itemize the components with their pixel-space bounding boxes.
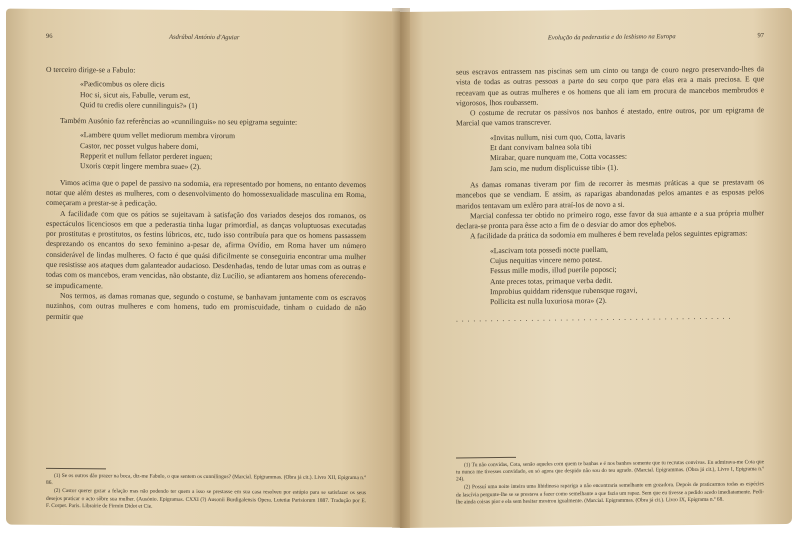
verse-line: Cujus nequitias vincere nemo potest. [490, 254, 602, 266]
left-footnotes [46, 468, 366, 513]
verse-line: Jam scio, me nudum displicuisse tibi» (1). [490, 162, 619, 173]
paragraph: O costume de recrutar os passivos nos banhos é atestado, entre outros, por um epigrama de Marcial que vamos transcrever. [456, 105, 764, 128]
book-gutter [392, 8, 410, 528]
verse-line: Et dant convivam balnea sola tibi [490, 142, 592, 153]
running-head: Asdrúbal António d'Aguiar [169, 33, 240, 42]
latin-verse [490, 130, 764, 174]
verse-line: Quid tu credis olere cunnilinguis?» (1) [80, 100, 198, 110]
page-number: 97 [757, 32, 764, 40]
verse-line: Pollicita est nulla luxuriosa mora» (2). [490, 296, 607, 307]
right-page [400, 8, 792, 528]
footnote: (1) Se os outros dão prazer na boca, diz-me Fabulo, o que sentem os cunnilingus? (Marcial. Epigrammas. (Obra já cit.). Livro XII, Epigrama n.º 86. [46, 472, 366, 487]
paragraph: O terceiro dirige-se a Fabulo: [46, 64, 136, 75]
left-page-body [46, 65, 366, 324]
verse-line: Fessus mille modis, illud puerile poposci; [490, 265, 617, 276]
left-page-header [46, 33, 366, 42]
paragraph: A facilidade da prática da sodomia em mulheres é bem revelada pelos seguintes epigramas: [470, 228, 748, 241]
footnote: (1) Tu não convidas, Cota, senão aqueles com quem te banhas e é nos banhos somente que tu recrutas convivas. Eu admirava-me Cota que tu nunca me tivesses convidado, eu só agora que despido não sou do teu agrado. (Marcial. Epigrammas. (Obra já cit.), Livro I, Epigrama n.º 24). [456, 459, 764, 483]
ellipsis-dots: . . . . . . . . . . . . . . . . . . . . . . . . . . . . . . . . . . . . . . . . . . . . . . . . [456, 311, 732, 323]
paragraph: Também Ausónio faz referências ao «cunnilinguis» no seu epigrama seguinte: [60, 116, 298, 127]
paragraph: Marcial confessa ter obtido no primeiro rogo, esse favor da sua amante e a sua própria mulher declara-se pronta para êsse acto a fim de o desviar do amor dos ephebos. [456, 208, 764, 231]
latin-verse [490, 243, 764, 308]
left-page [6, 9, 400, 528]
right-page-body [456, 64, 764, 324]
latin-verse [80, 79, 366, 112]
verse-line: Mirabar, quare nunquam me, Cotta vocasses: [490, 152, 627, 163]
verse-line: Uxoris cœpit lingere membra suae» (2). [80, 161, 202, 172]
right-page-header [456, 32, 764, 42]
footnote: (2) Castor querer gozar a felação mas não podendo ter quem a isso se prestasse em sua casa resolveu por estúpio para se satisfazer os seus desejos praticar o acto sôbre sua mulher. (Ausónio. Epigramas. CXXI (?) Ausonii Burdigalensis Opera. Lutetiæ Parisiorum 1887. Tradução por E. F. Corpet. Paris. Librairie de Firmin Didot et Cie. [46, 488, 366, 510]
verse-line: «Invitas nullum, nisi cum quo, Cotta, lavaris [490, 131, 626, 142]
running-head: Evolução da pederastia e do lesbismo na Europa [547, 33, 676, 42]
verse-line: Hoc si, sicut ais, Fabulle, verum est, [80, 89, 191, 100]
paragraph: A facilidade com que os pátios se sujeitavam à satisfação dos variados desejos dos romanos, os espectáculos licenciosos em que a pederastia tinha lugar primordial, as danças voluptuosas executadas por prostitutas e prostitutos, os festins lúbricos, etc, tudo isso contribuía para que os homens passassem desprezando os encantos do sexo feminino a-pesar de, afirma Ovídio, em Roma haver um número considerável de lindas mulheres. O facto é que quási dificilmente se conseguiria encontrar uma mulher que resistisse aos ataques dum galanteador audacioso. Desdenhadas, tendo de lutar umas com as outras e todas com os mancebos, eram vencidas, não obstante, diz Lucílio, se adiantarem aos homens oferecendo-se impudicamente. [46, 208, 366, 290]
footnote-rule [46, 468, 106, 469]
paragraph: Nos termos, as damas romanas que, segundo o costume, se banhavam juntamente com os escravos nuzinhos, com outras mulheres e com homens, tudo em promiscuidade, tinham o cuidado de não permitir que [46, 290, 366, 321]
verse-line: «Lambere quum vellet mediorum membra virorum [80, 130, 235, 141]
footnote: (2) Possuí uma noite inteira uma libidinosa rapariga a não encontraria semelhante em gozadora. Depois de praticarmos todas as espécies de lascívia pergunte-lhe se se prestava a fazer como semelhante a que fazia um rapaz. Sem que eu tivesse a pedido acedo imediatamente. Pedi-lhe ainda coisas pior e ela sem hesitar mostrou igualmente. (Marcial. Epigrammas. (Obra já cit.). Livro IX, Epigrama n.º 68. [456, 481, 764, 506]
latin-verse [80, 131, 366, 174]
verse-line: «Pædicombus os olere dicis [80, 79, 165, 90]
right-footnotes [456, 454, 764, 507]
verse-line: «Lascivam tota possedi nocte puellam, [490, 244, 608, 255]
verse-line: Castor, nec posset vulgus habere domi, [80, 140, 199, 151]
paragraph: Vimos acima que o papel de passivo na sodomia, era representado por homens, no entanto devemos notar que além destes as mulheres, com o desenvolvimento do homossexualidade masculina em Roma, começaram a prestar-se à pedicação. [46, 177, 366, 208]
paragraph: As damas romanas tiveram por fim de recorrer às mesmas práticas a que se prestavam os mancebos que se vendiam. E assim, as raparigas abandonadas pelos amantes e as esposas pelos maridos tentavam um exlêro para atraí-los de novo a si. [456, 177, 764, 211]
paragraph: seus escravos entrassem nas piscinas sem um cinto ou tanga de couro negro preservando-lhes da vista de todas as outras pessoas a parte do seu corpo que para elas era a mais preciosa. E que receavam que as outras mulheres e os homens que ali iam em procura de mancebos membrudos e vigorosos, lhos roubassem. [456, 64, 764, 108]
verse-line: Ante preces totas, primaque verba dedit. [490, 275, 613, 286]
page-number: 96 [46, 32, 53, 40]
footnote-rule [456, 457, 516, 459]
verse-line: Repperit et nullum fellator perderet inguen; [80, 151, 213, 162]
verse-line: Improbius quiddam ridensque rubensque rogavi, [490, 285, 638, 297]
